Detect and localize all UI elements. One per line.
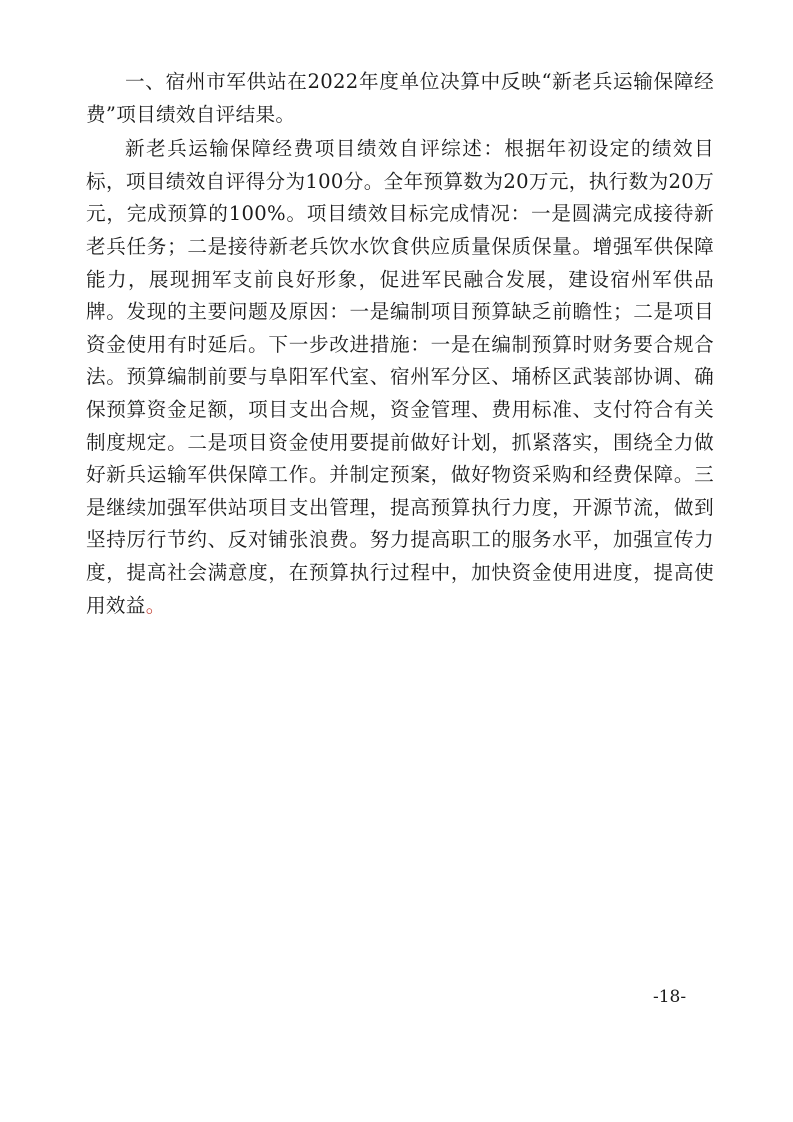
page-number: -18- bbox=[653, 987, 687, 1007]
document-body bbox=[86, 66, 714, 622]
paragraph-2-end-punct: 。 bbox=[145, 593, 166, 617]
paragraph-2 bbox=[86, 133, 714, 622]
paragraph-1: 一、宿州市军供站在2022年度单位决算中反映“新老兵运输保障经费”项目绩效自评结果。 bbox=[86, 70, 714, 126]
paragraph-2-text: 新老兵运输保障经费项目绩效自评综述：根据年初设定的绩效目标，项目绩效自评得分为100分。全年预算数为20万元，执行数为20万元，完成预算的100%。项目绩效目标完成情况：一是圆满完成接待新老兵任务；二是接待新老兵饮水饮食供应质量保质保量。增强军供保障能力，展现拥军支前良好形象，促进军民融合发展，建设宿州军供品牌。发现的主要问题及原因：一是编制项目预算缺乏前瞻性；二是项目资金使用有时延后。下一步改进措施：一是在编制预算时财务要合规合法。预算编制前要与阜阳军代室、宿州军分区、埇桥区武装部协调、确保预算资金足额，项目支出合规，资金管理、费用标准、支付符合有关制度规定。二是项目资金使用要提前做好计划，抓紧落实，围绕全力做好新兵运输军供保障工作。并制定预案，做好物资采购和经费保障。三是继续加强军供站项目支出管理，提高预算执行力度，开源节流，做到坚持厉行节约、反对铺张浪费。努力提高职工的服务水平，加强宣传力度，提高社会满意度，在预算执行过程中，加快资金使用进度，提高使用效益 bbox=[86, 137, 714, 617]
